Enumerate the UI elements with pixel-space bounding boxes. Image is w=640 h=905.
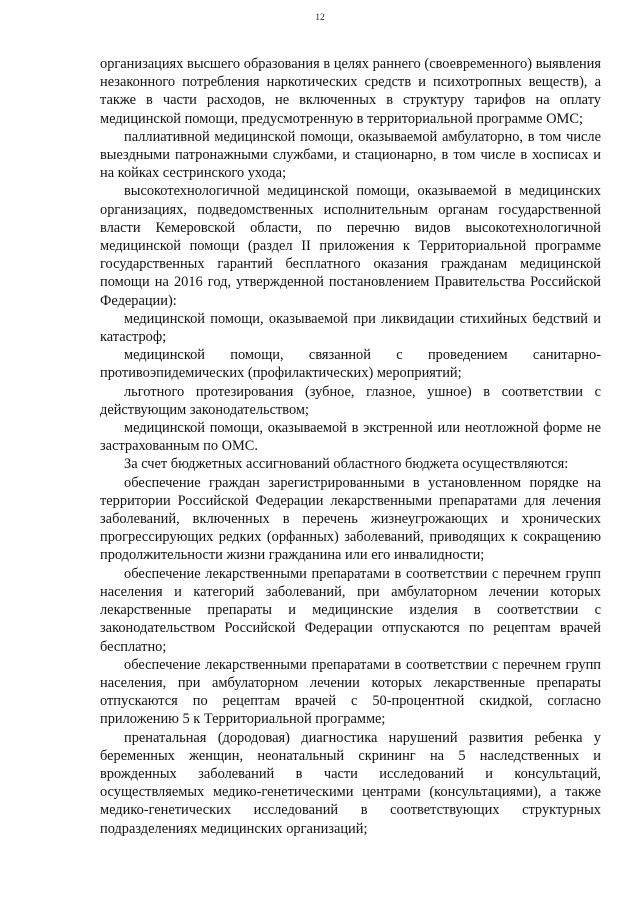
paragraph-disaster-care: медицинской помощи, оказываемой при ликвидации стихийных бедствий и катастроф; xyxy=(100,310,601,346)
paragraph-palliative-care: паллиативной медицинской помощи, оказываемой амбулаторно, в том числе выездными патронажными службами, и стационарно, в том числе в хосписах и на койках сестринского ухода; xyxy=(100,128,601,182)
paragraph-high-tech-care: высокотехнологичной медицинской помощи, оказываемой в медицинских организациях, подведомственных исполнительным органам государственной власти Кемеровской области, по перечню видов высокотехнологичной медицинской помощи (раздел II приложения к Территориальной программе государственных гарантий бесплатного оказания гражданам медицинской помощи на 2016 год, утвержденной постановлением Правительства Российской Федерации): xyxy=(100,183,601,309)
paragraph-free-prescriptions: обеспечение лекарственными препаратами в соответствии с перечнем групп населения и категорий заболеваний, при амбулаторном лечении которых лекарственные препараты и медицинские изделия в соответствии с законодательством Российской Федерации отпускаются по рецептам врачей бесплатно; xyxy=(100,565,601,655)
page-number: 12 xyxy=(315,13,325,23)
paragraph-orphan-drugs: обеспечение граждан зарегистрированными в установленном порядке на территории Российской Федерации лекарственными препаратами для лечения заболеваний, включенных в перечень жизнеугрожающих и хронических прогрессирующих редких (орфанных) заболеваний, приводящих к сокращению продолжительности жизни гражданина или его инвалидности; xyxy=(100,474,601,564)
paragraph-continuation: организациях высшего образования в целях раннего (своевременного) выявления незаконного потребления наркотических средств и психотропных веществ), а также в части расходов, не включенных в структуру тарифов на оплату медицинской помощи, предусмотренную в территориальной программе ОМС; xyxy=(100,56,601,127)
paragraph-prenatal-diagnostics: пренатальная (дородовая) диагностика нарушений развития ребенка у беременных женщин, неонатальный скрининг на 5 наследственных и врожденных заболеваний в части исследований и консультаций, осуществляемых медико-генетическими центрами (консультациями), а также медико-генетических исследований в соответствующих структурных подразделениях медицинских организаций; xyxy=(100,729,601,837)
paragraph-emergency-uninsured: медицинской помощи, оказываемой в экстренной или неотложной форме не застрахованным по ОМС. xyxy=(100,420,601,455)
paragraph-discount-prescriptions: обеспечение лекарственными препаратами в соответствии с перечнем групп населения, при амбулаторном лечении которых лекарственные препараты отпускаются по рецептам врачей с 50-процентной скидкой, согласно приложению 5 к Территориальной программе; xyxy=(100,656,601,728)
paragraph-regional-budget-intro: За счет бюджетных ассигнований областного бюджета осуществляются: xyxy=(124,456,569,473)
paragraph-prosthetics: льготного протезирования (зубное, глазное, ушное) в соответствии с действующим законодательством; xyxy=(100,383,601,418)
body-text xyxy=(100,55,601,838)
paragraph-sanitary-measures: медицинской помощи, связанной с проведением санитарно-противоэпидемических (профилактических) мероприятий; xyxy=(100,347,601,382)
